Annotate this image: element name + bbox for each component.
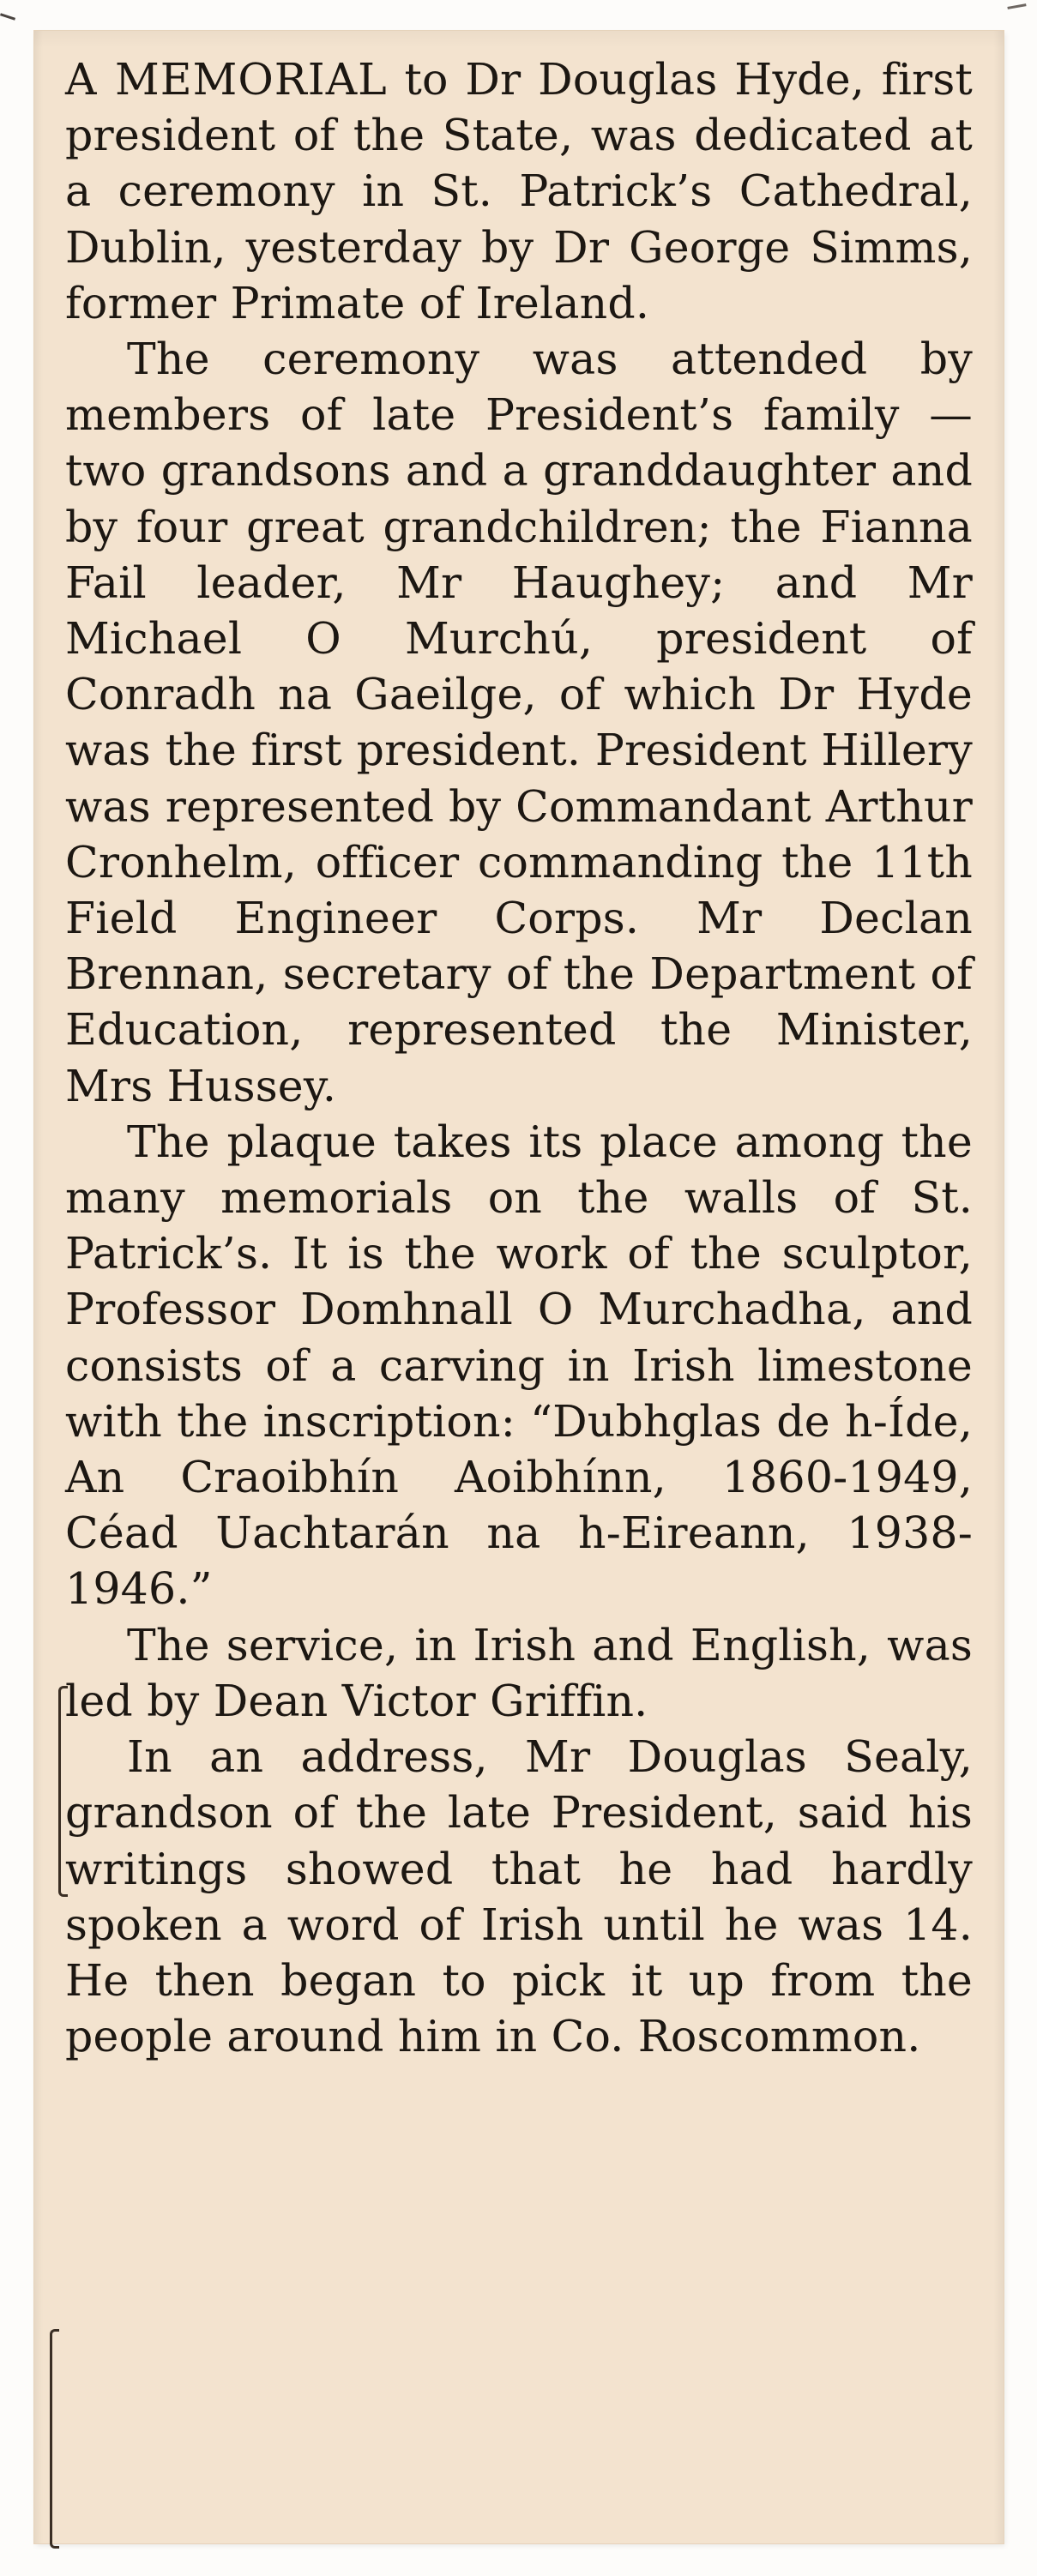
article-paragraph [65,1729,973,2064]
article-paragraph [65,1114,973,1617]
margin-bracket-mark [50,2329,59,2549]
paragraph-text: to Dr Douglas Hyde, first president of the State, was dedicated at a ceremony in St. Patrick’s Cathedral, Dublin, yesterday by Dr George Simms, former Primate of Ireland. [65,54,974,328]
article-paragraph [65,1617,973,1729]
paragraph-text: The ceremony was attended by members of late President’s family — two grandsons and a granddaughter and by four great grandchildren; the Fianna Fail leader, Mr Haughey; and Mr Michael O Murchú, president of Conradh na Gaeilge, of which Dr Hyde was the first president. President Hillery was represented by Commandant Arthur Cronhelm, officer commanding the 11th Field Engineer Corps. Mr Declan Brennan, secretary of the Department of Education, represented the Minister, Mrs Hussey. [65,334,973,1111]
article-paragraph [65,51,973,331]
paragraph-text: In an address, Mr Douglas Sealy, grandson of the late President, said his writings showed that he had hardly spoken a word of Irish until he was 14. He then began to pick it up from the people around him in Co. Roscommon. [65,1731,973,2062]
article-paragraph [65,331,973,1114]
margin-bracket-mark [58,1686,68,1897]
paragraph-text: The plaque takes its place among the many memorials on the walls of St. Patrick’s. It is the work of the sculptor, Professor Domhnall O Murchadha, and consists of a carving in Irish limestone with the inscription: “Dubhglas de h-Íde, An Craoibhín Aoibhínn, 1860-1949, Céad Uachtarán na h-Eireann, 1938-1946.” [65,1116,973,1615]
newspaper-clipping [34,31,1004,2543]
edge-scratch-mark [0,13,15,20]
paragraph-text: The service, in Irish and English, was led by Dean Victor Griffin. [65,1619,973,1726]
lead-in-caps: A MEMORIAL [65,54,388,105]
corner-scratch-mark [1007,3,1027,15]
article-body [65,51,973,2064]
